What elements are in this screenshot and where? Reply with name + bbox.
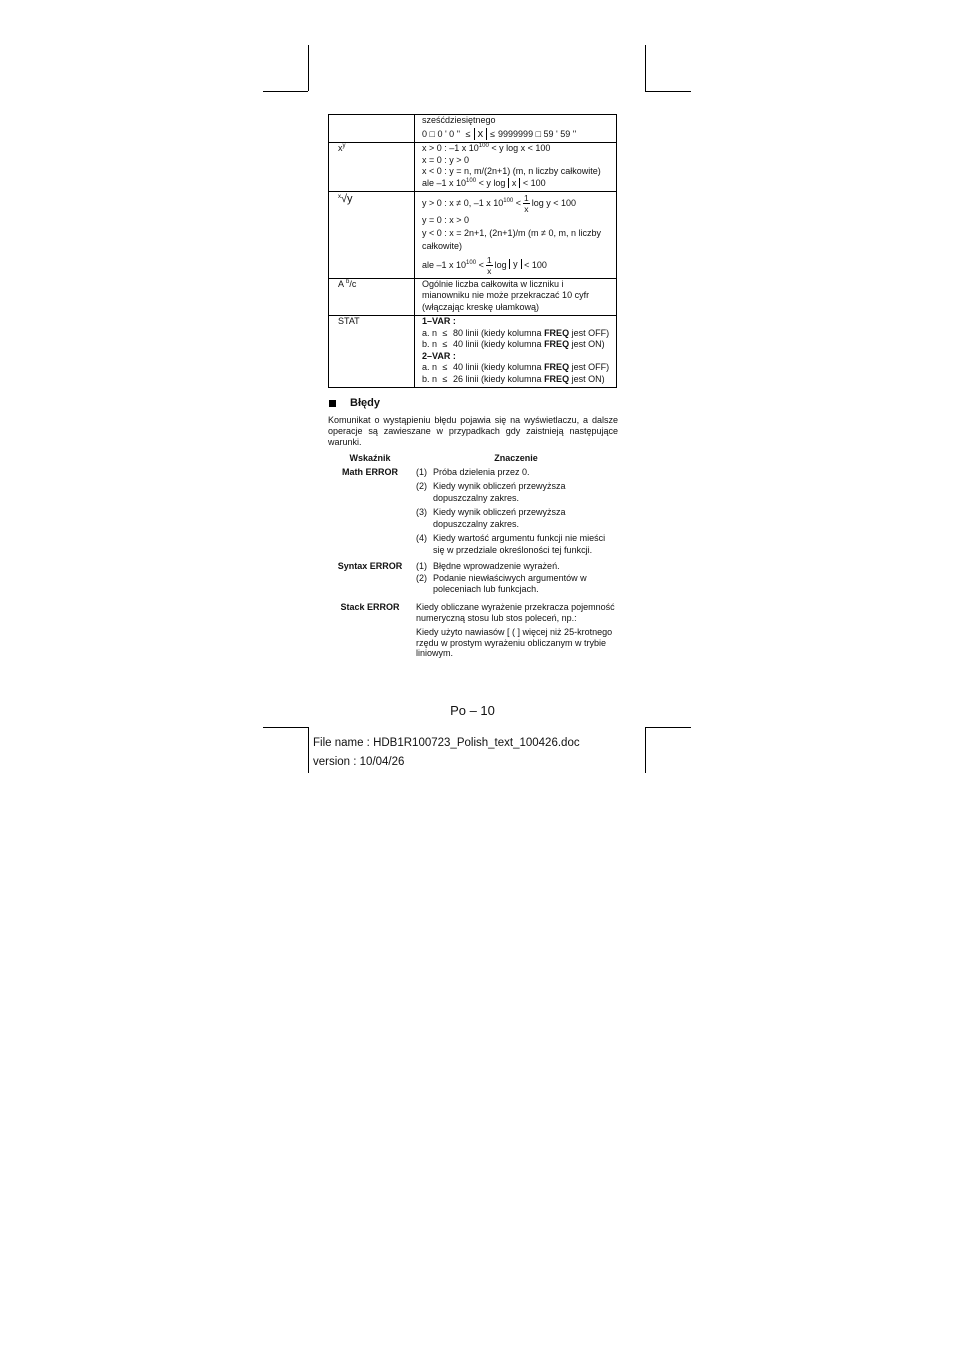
error-syntax: Syntax ERROR (1) Błędne wprowadzenie wyrażeń. (2) Podanie niewłaściwych argumentów w poleceniach lub funkcjach. [328,560,618,597]
list-item: (3) Kiedy wynik obliczeń przewyższa dopuszczalny zakres. [416,506,566,529]
row-label-power: $x^y$ [329,143,415,192]
table-row [329,143,617,192]
fraction: $\frac{1}{x}$ [486,254,492,276]
table-row [329,192,617,279]
error-stack: Stack ERROR Kiedy obliczane wyrażenie przekracza pojemność numeryczną stosu lub stos poleceń, np.: Kiedy użyto nawiasów [ ( ] więcej niż 25-krotnego rzędu w prostym wyrażeniu obliczanym w trybie liniowym. [328,598,618,663]
row-text: Ogólnie liczba całkowita w liczniku i mianowniku nie może przekraczać 10 cyfr (włączając kreskę ułamkową) [415,278,617,316]
table-row [329,115,617,143]
footer-file-name: File name : HDB1R100723_Polish_text_100426.doc [313,737,580,749]
crop-mark [308,45,309,91]
row-label-stat: STAT [329,316,415,388]
crop-mark [308,727,309,773]
row-text: 1–VAR : a. n ≤ 80 linii (kiedy kolumna FREQ jest OFF) b. n ≤ 40 linii (kiedy kolumna FREQ jest ON) 2–VAR : a. n ≤ 40 linii (kiedy kolumna FREQ jest OFF) b. n ≤ 26 linii (kiedy kolumna FREQ jest ON) [415,316,617,388]
intro-paragraph: Komunikat o wystąpieniu błędu pojawia się na wyświetlaczu, a dalsze operacje są zawieszane w przypadkach gdy zaistnieją następujące warunki. [328,414,618,447]
table-row [329,316,617,388]
page-number: Po – 10 [450,703,495,718]
stack-error-text: Kiedy użyto nawiasów [ ( ] więcej niż 25-krotnego rzędu w prostym wyrażeniu obliczanym w trybie liniowym. [416,627,613,658]
list-item: (4) Kiedy wartość argumentu funkcji nie mieści się w przedziale określoności tej funkcji. [416,532,606,555]
range-table [328,114,617,388]
page-content [328,114,618,663]
fraction: $\frac{1}{x}$ [524,193,529,214]
crop-mark [645,91,691,92]
crop-mark [263,91,308,92]
list-item: (1) Próba dzielenia przez 0. [416,467,530,477]
error-table-header: Wskaźnik Znaczenie [349,452,538,463]
row-label-fraction: A $^b$/c [329,278,415,316]
error-math: Math ERROR (1) Próba dzielenia przez 0. (2) Kiedy wynik obliczeń przewyższa dopuszczalny zakres. (3) Kiedy wynik obliczeń przewyższa dopuszczalny zakres. (4) Kiedy wartość argumentu funkcji nie mieści się w przedziale określoności tej funkcji. [328,466,618,558]
row-text: sześćdziesiętnego 0 □ 0 ' 0 '' ≤ x ≤ 9999999 □ 59 ' 59 '' [415,115,617,143]
list-item: (2) Podanie niewłaściwych argumentów w poleceniach lub funkcjach. [416,573,587,594]
row-text: x > 0 : –1 x $10^{100} < y$ log x < 100 x = 0 : y > 0 x < 0 : y = n, m/(2n+1) (m, n liczby całkowite) ale –1 x $10^{100} < y$ log x < 100 [415,143,617,192]
square-bullet-icon [329,400,336,407]
crop-mark [263,727,308,728]
crop-mark [645,727,691,728]
row-label-root: $^x$√y [329,192,415,279]
row-text: y > 0 : x ≠ 0, –1 x $10^{100}$ < $\frac{1}{x}$ log y < 100 y = 0 : x > 0 y < 0 : x = 2n+1, (2n+1)/m (m ≠ 0, m, n liczby całkowite) ale –1 x $10^{100}$ < $\frac{1}{x}$ log y < 100 [415,192,617,279]
stack-error-text: Kiedy obliczane wyrażenie przekracza pojemność numeryczną stosu lub stos poleceń, np.: [416,602,615,623]
table-row [329,278,617,316]
row-label [329,115,415,143]
list-item: (1) Błędne wprowadzenie wyrażeń. [416,560,560,571]
footer-version: version : 10/04/26 [313,756,405,768]
crop-mark [645,727,646,773]
crop-mark [645,45,646,91]
section-heading: Błędy [328,398,618,410]
list-item: (2) Kiedy wynik obliczeń przewyższa dopuszczalny zakres. [416,480,566,503]
